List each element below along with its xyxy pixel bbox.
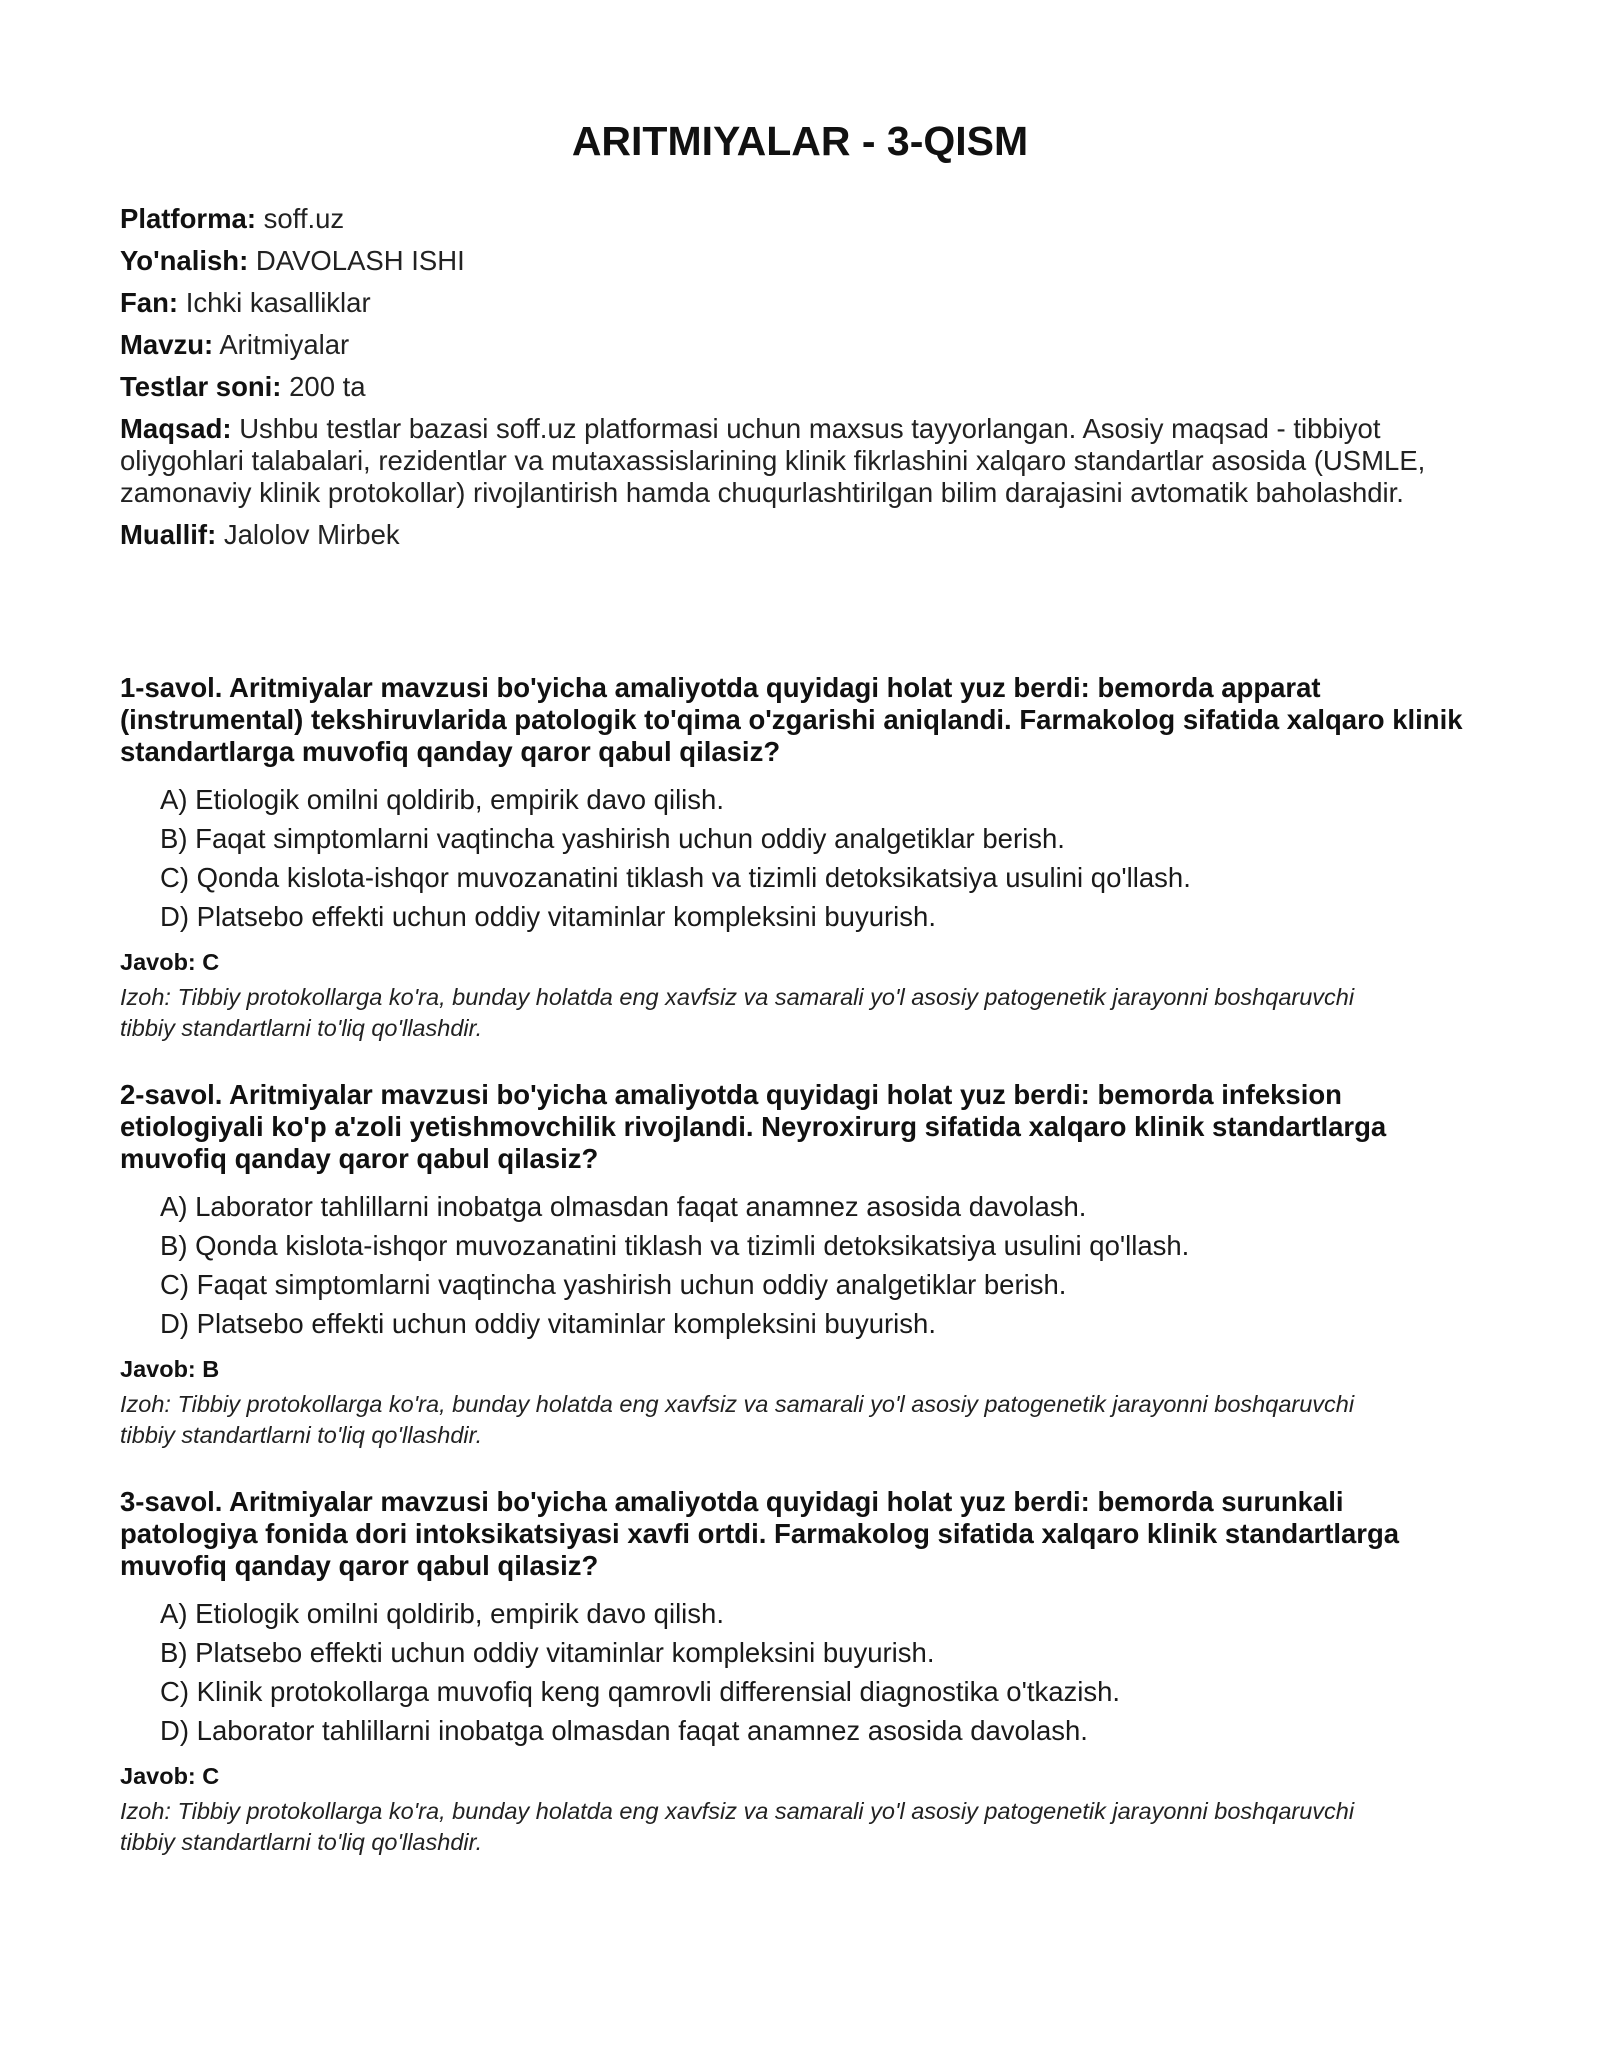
meta-value: 200 ta (289, 371, 366, 402)
option-a: A) Laborator tahlillarni inobatga olmasdan faqat anamnez asosida davolash. (160, 1191, 1087, 1222)
meta-value: DAVOLASH ISHI (255, 245, 465, 276)
correct-answer: Javob: B (120, 1356, 220, 1382)
meta-key: Fan: (120, 287, 179, 318)
meta-row-platform (120, 203, 1460, 235)
question-list (120, 672, 1480, 1893)
option-a: A) Etiologik omilni qoldirib, empirik davo qilish. (160, 1598, 724, 1629)
meta-key: Platforma: (120, 203, 256, 234)
correct-answer: Javob: C (120, 1763, 220, 1789)
option-c: C) Faqat simptomlarni vaqtincha yashirish uchun oddiy analgetiklar berish. (160, 1269, 1067, 1300)
meta-value: Jalolov Mirbek (223, 519, 400, 550)
meta-value: Ushbu testlar bazasi soff.uz platformasi uchun maxsus tayyorlangan. Asosiy maqsad - tibbiyot oliygohlari talabalari, rezidentlar va mutaxassislarining klinik fikrlashini xalqaro standartlar asosida (USMLE, zamonaviy klinik protokollar) rivojlantirish hamda chuqurlashtirilgan bilim darajasini avtomatik baholashdir. (120, 413, 1426, 508)
meta-row-direction (120, 245, 1460, 277)
meta-key: Maqsad: (120, 413, 232, 444)
meta-row-goal (120, 413, 1460, 509)
explanation-note: Izoh: Tibbiy protokollarga ko'ra, bunday holatda eng xavfsiz va samarali yo'l asosiy patogenetik jarayonni boshqaruvchi tibbiy standartlarni to'liq qo'llashdir. (120, 1798, 1355, 1855)
option-b: B) Qonda kislota-ishqor muvozanatini tiklash va tizimli detoksikatsiya usulini qo'llash. (160, 1230, 1190, 1261)
document-metadata (120, 203, 1460, 561)
meta-value: Ichki kasalliklar (185, 287, 371, 318)
meta-row-subject (120, 287, 1460, 319)
option-a: A) Etiologik omilni qoldirib, empirik davo qilish. (160, 784, 724, 815)
answer-options (120, 780, 1480, 936)
question-1 (120, 672, 1480, 1079)
meta-key: Mavzu: (120, 329, 214, 360)
question-text: 3-savol. Aritmiyalar mavzusi bo'yicha amaliyotda quyidagi holat yuz berdi: bemorda surunkali patologiya fonida dori intoksikatsiyasi xavfi ortdi. Farmakolog sifatida xalqaro klinik standartlarga muvofiq qanday qaror qabul qilasiz? (120, 1486, 1400, 1581)
question-text: 2-savol. Aritmiyalar mavzusi bo'yicha amaliyotda quyidagi holat yuz berdi: bemorda infeksion etiologiyali ko'p a'zoli yetishmovchilik rivojlandi. Neyroxirurg sifatida xalqaro klinik standartlarga muvofiq qanday qaror qabul qilasiz? (120, 1079, 1387, 1174)
option-b: B) Faqat simptomlarni vaqtincha yashirish uchun oddiy analgetiklar berish. (160, 823, 1065, 854)
meta-key: Muallif: (120, 519, 217, 550)
answer-options (120, 1594, 1480, 1750)
document-title: ARITMIYALAR - 3-QISM (571, 118, 1029, 164)
question-3 (120, 1486, 1480, 1893)
option-c: C) Qonda kislota-ishqor muvozanatini tiklash va tizimli detoksikatsiya usulini qo'llash. (160, 862, 1191, 893)
meta-row-topic (120, 329, 1460, 361)
meta-value: Aritmiyalar (219, 329, 350, 360)
question-text: 1-savol. Aritmiyalar mavzusi bo'yicha amaliyotda quyidagi holat yuz berdi: bemorda apparat (instrumental) tekshiruvlarida patologik to'qima o'zgarishi aniqlandi. Farmakolog sifatida xalqaro klinik standartlarga muvofiq qanday qaror qabul qilasiz? (120, 672, 1463, 767)
meta-row-test-count (120, 371, 1460, 403)
meta-value: soff.uz (263, 203, 345, 234)
answer-options (120, 1187, 1480, 1343)
explanation-note: Izoh: Tibbiy protokollarga ko'ra, bunday holatda eng xavfsiz va samarali yo'l asosiy patogenetik jarayonni boshqaruvchi tibbiy standartlarni to'liq qo'llashdir. (120, 984, 1355, 1041)
question-2 (120, 1079, 1480, 1486)
explanation-note: Izoh: Tibbiy protokollarga ko'ra, bunday holatda eng xavfsiz va samarali yo'l asosiy patogenetik jarayonni boshqaruvchi tibbiy standartlarni to'liq qo'llashdir. (120, 1391, 1355, 1448)
meta-key: Yo'nalish: (120, 245, 249, 276)
option-d: D) Platsebo effekti uchun oddiy vitaminlar kompleksini buyurish. (160, 901, 936, 932)
meta-key: Testlar soni: (120, 371, 282, 402)
option-d: D) Platsebo effekti uchun oddiy vitaminlar kompleksini buyurish. (160, 1308, 936, 1339)
meta-row-author (120, 519, 1460, 551)
option-d: D) Laborator tahlillarni inobatga olmasdan faqat anamnez asosida davolash. (160, 1715, 1088, 1746)
option-b: B) Platsebo effekti uchun oddiy vitaminlar kompleksini buyurish. (160, 1637, 935, 1668)
option-c: C) Klinik protokollarga muvofiq keng qamrovli differensial diagnostika o'tkazish. (160, 1676, 1121, 1707)
correct-answer: Javob: C (120, 949, 220, 975)
